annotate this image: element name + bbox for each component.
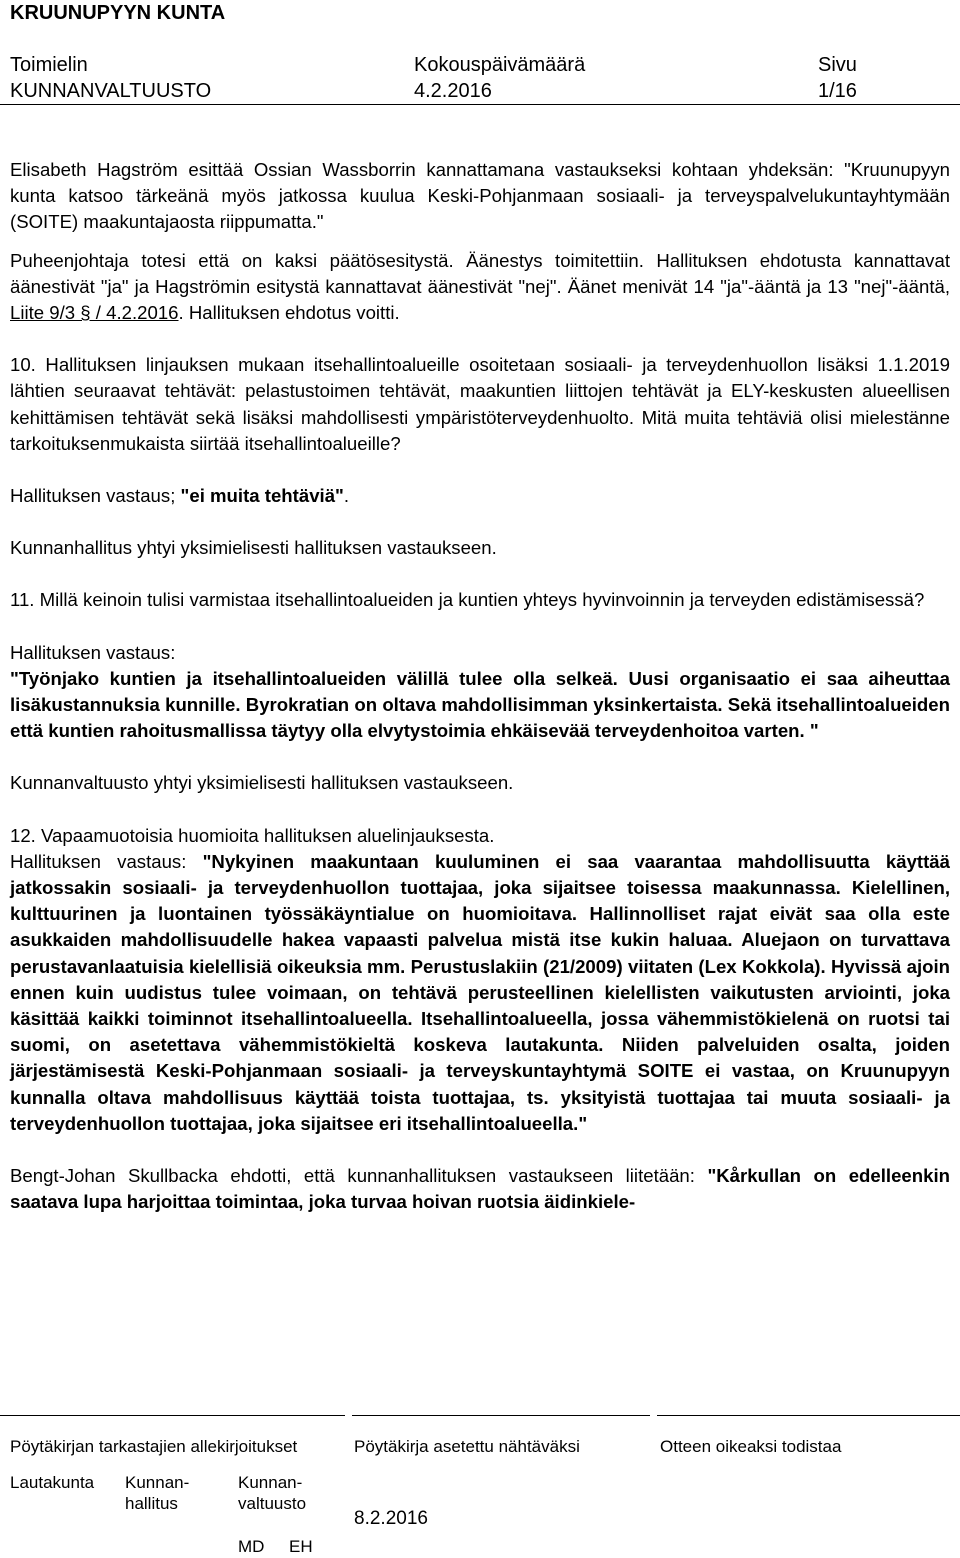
attachment-link[interactable]: Liite 9/3 § / 4.2.2016: [10, 302, 179, 324]
question-11: 11. Millä keinoin tulisi varmistaa itsehallintoalueiden ja kuntien yhteys hyvinvoinnin ja terveyden edistämisessä?: [10, 589, 925, 611]
paragraph-proposal: Elisabeth Hagström esittää Ossian Wassborrin kannattamana vastaukseksi kohtaan yhdeksän: "Kruunupyyn kunta katsoo tärkeänä myös jatkossa kuulua Keski-Pohjanmaan sosiaali- ja terveyspalvelukuntayhtymään (SOITE) maakuntajaosta riippumatta.": [10, 159, 950, 233]
header-date-label: Kokouspäivämäärä: [414, 54, 586, 76]
answer-10-label: Hallituksen vastaus;: [10, 485, 181, 507]
footer-posted-date: 8.2.2016: [354, 1508, 428, 1529]
skullbacka-quote: "Kårkullan on edelleenkin saatava lupa harjoittaa toimintaa, joka turvaa hoivan ruotsia äidinkiele-: [10, 1165, 950, 1213]
footer-posted-title: Pöytäkirja asetettu nähtäväksi: [354, 1437, 580, 1456]
footer-certified-title: Otteen oikeaksi todistaa: [660, 1437, 842, 1456]
answer-12: [10, 849, 950, 1137]
question-10: 10. Hallituksen linjauksen mukaan itsehallintoalueille osoitetaan sosiaali- ja terveydenhuollon lisäksi 1.1.2019 lähtien seuraavat tehtävät: pelastustoimen tehtävät, maakuntien liittojen tehtävät ja ELY-keskusten alueellisen kehittämisen tehtävät sekä lisäksi mahdollisesti ympäristöterveydenhuolto. Mitä muita tehtäviä olisi mielestänne tarkoituksenmukaista siirtää itsehallintoalueille?: [10, 354, 950, 454]
decision-board: Kunnanhallitus yhtyi yksimielisesti hallituksen vastaukseen.: [10, 537, 497, 559]
vote-text: Puheenjohtaja totesi että on kaksi päätösesitystä. Äänestys toimitettiin. Hallituksen ehdotusta kannattavat äänestivät "ja" ja Hagströmin esitystä kannattavat äänestivät "nej". Äänet menivät 14 "ja"-ääntä ja 13 "nej"-ääntä,: [10, 249, 950, 297]
header-body-value: KUNNANVALTUUSTO: [10, 80, 212, 102]
answer-12-text: "Nykyinen maakuntaan kuuluminen ei saa vaarantaa mahdollisuutta käyttää jatkossakin sosiaali- ja terveydenhuollon tuottajaa, joka sijaitsee toisessa maakunnassa. Kielellinen, kulttuurinen ja luontainen työssäkäyntialue on huomioitava. Hallinnolliset rajat eivät saa olla este asukkaiden mahdollisuudelle hakea vapaasti palvelua mistä itse kukin haluaa. Aluejaon on turvattava perustavanlaatuisia kielellisiä oikeuksia mm. Perustuslakiin (21/2009) viitaten (Lex Kokkola). Hyvissä ajoin ennen kuin uudistus tulee voimaan, on tehtävä perusteellinen kielellisten vaikutusten arviointi, joka käsittää kaikki toiminnot itsehallintoalueella. Itsehallintoalueella, jossa vähemmistökielenä on ruotsi tai suomi, on asetettava vähemmistökieltä koskeva lautakunta. Niiden palveluiden osalta, joiden järjestämisestä Keski-Pohjanmaan sosiaali- ja terveyskuntayhtymä SOITE ei vastaa, on Kruunupyyn kunnalla oltava mahdollisuus käyttää toista tuottajaa, ts. yksityistä tuottajaa tai muuta sosiaali- ja terveydenhuollon tuottajaa, joka sijaitsee eri itsehallintoalueella.": [10, 850, 950, 1134]
answer-10-text: "ei muita tehtäviä": [180, 485, 344, 507]
vote-result: . Hallituksen ehdotus voitti.: [178, 302, 400, 324]
organization-name: KRUUNUPYYN KUNTA: [10, 2, 226, 24]
footer-divider-1: [0, 1415, 345, 1416]
footer-initials-1: MD: [238, 1537, 265, 1556]
header-page-value: 1/16: [818, 80, 857, 102]
question-12: 12. Vapaamuotoisia huomioita hallituksen aluelinjauksesta.: [10, 824, 495, 846]
footer-kh-line2: hallitus: [125, 1494, 178, 1513]
answer-11-text: "Työnjako kuntien ja itsehallintoalueiden välillä tulee olla selkeä. Uusi organisaatio ei saa aiheuttaa lisäkustannuksia kunnille. Byrokratian on oltava mahdollisimman yksinkertaista. Sekä itsehallintoalueiden että kuntien rahoitusmallissa täytyy olla elvytystoimia ehkäisevää terveydenhoitoa varten. ": [10, 667, 950, 742]
header-divider: [0, 104, 960, 105]
footer-kv-line2: valtuusto: [238, 1494, 307, 1513]
footer-lautakunta: Lautakunta: [10, 1473, 95, 1492]
footer-divider-2: [352, 1415, 650, 1416]
header-body-label: Toimielin: [10, 54, 88, 76]
answer-12-label: Hallituksen vastaus:: [10, 850, 203, 872]
document-body: [10, 157, 950, 1242]
answer-11: [10, 640, 950, 745]
skullbacka-proposal: [10, 1163, 950, 1215]
header-page-label: Sivu: [818, 54, 857, 76]
footer-initials-2: EH: [289, 1537, 313, 1556]
footer-divider-3: [657, 1415, 960, 1416]
skullbacka-text: Bengt-Johan Skullbacka ehdotti, että kunnanhallituksen vastaukseen liitetään:: [10, 1165, 708, 1187]
paragraph-vote: [10, 248, 950, 327]
answer-11-label: Hallituksen vastaus:: [10, 641, 176, 663]
answer-10: [10, 483, 950, 509]
footer-kh-line1: Kunnan-: [125, 1473, 190, 1492]
footer-kv-line1: Kunnan-: [238, 1473, 303, 1492]
decision-council: Kunnanvaltuusto yhtyi yksimielisesti hallituksen vastaukseen.: [10, 772, 514, 794]
answer-10-end: .: [343, 485, 350, 507]
footer-signers-title: Pöytäkirjan tarkastajien allekirjoitukset: [10, 1437, 298, 1456]
header-date-value: 4.2.2016: [414, 80, 492, 102]
